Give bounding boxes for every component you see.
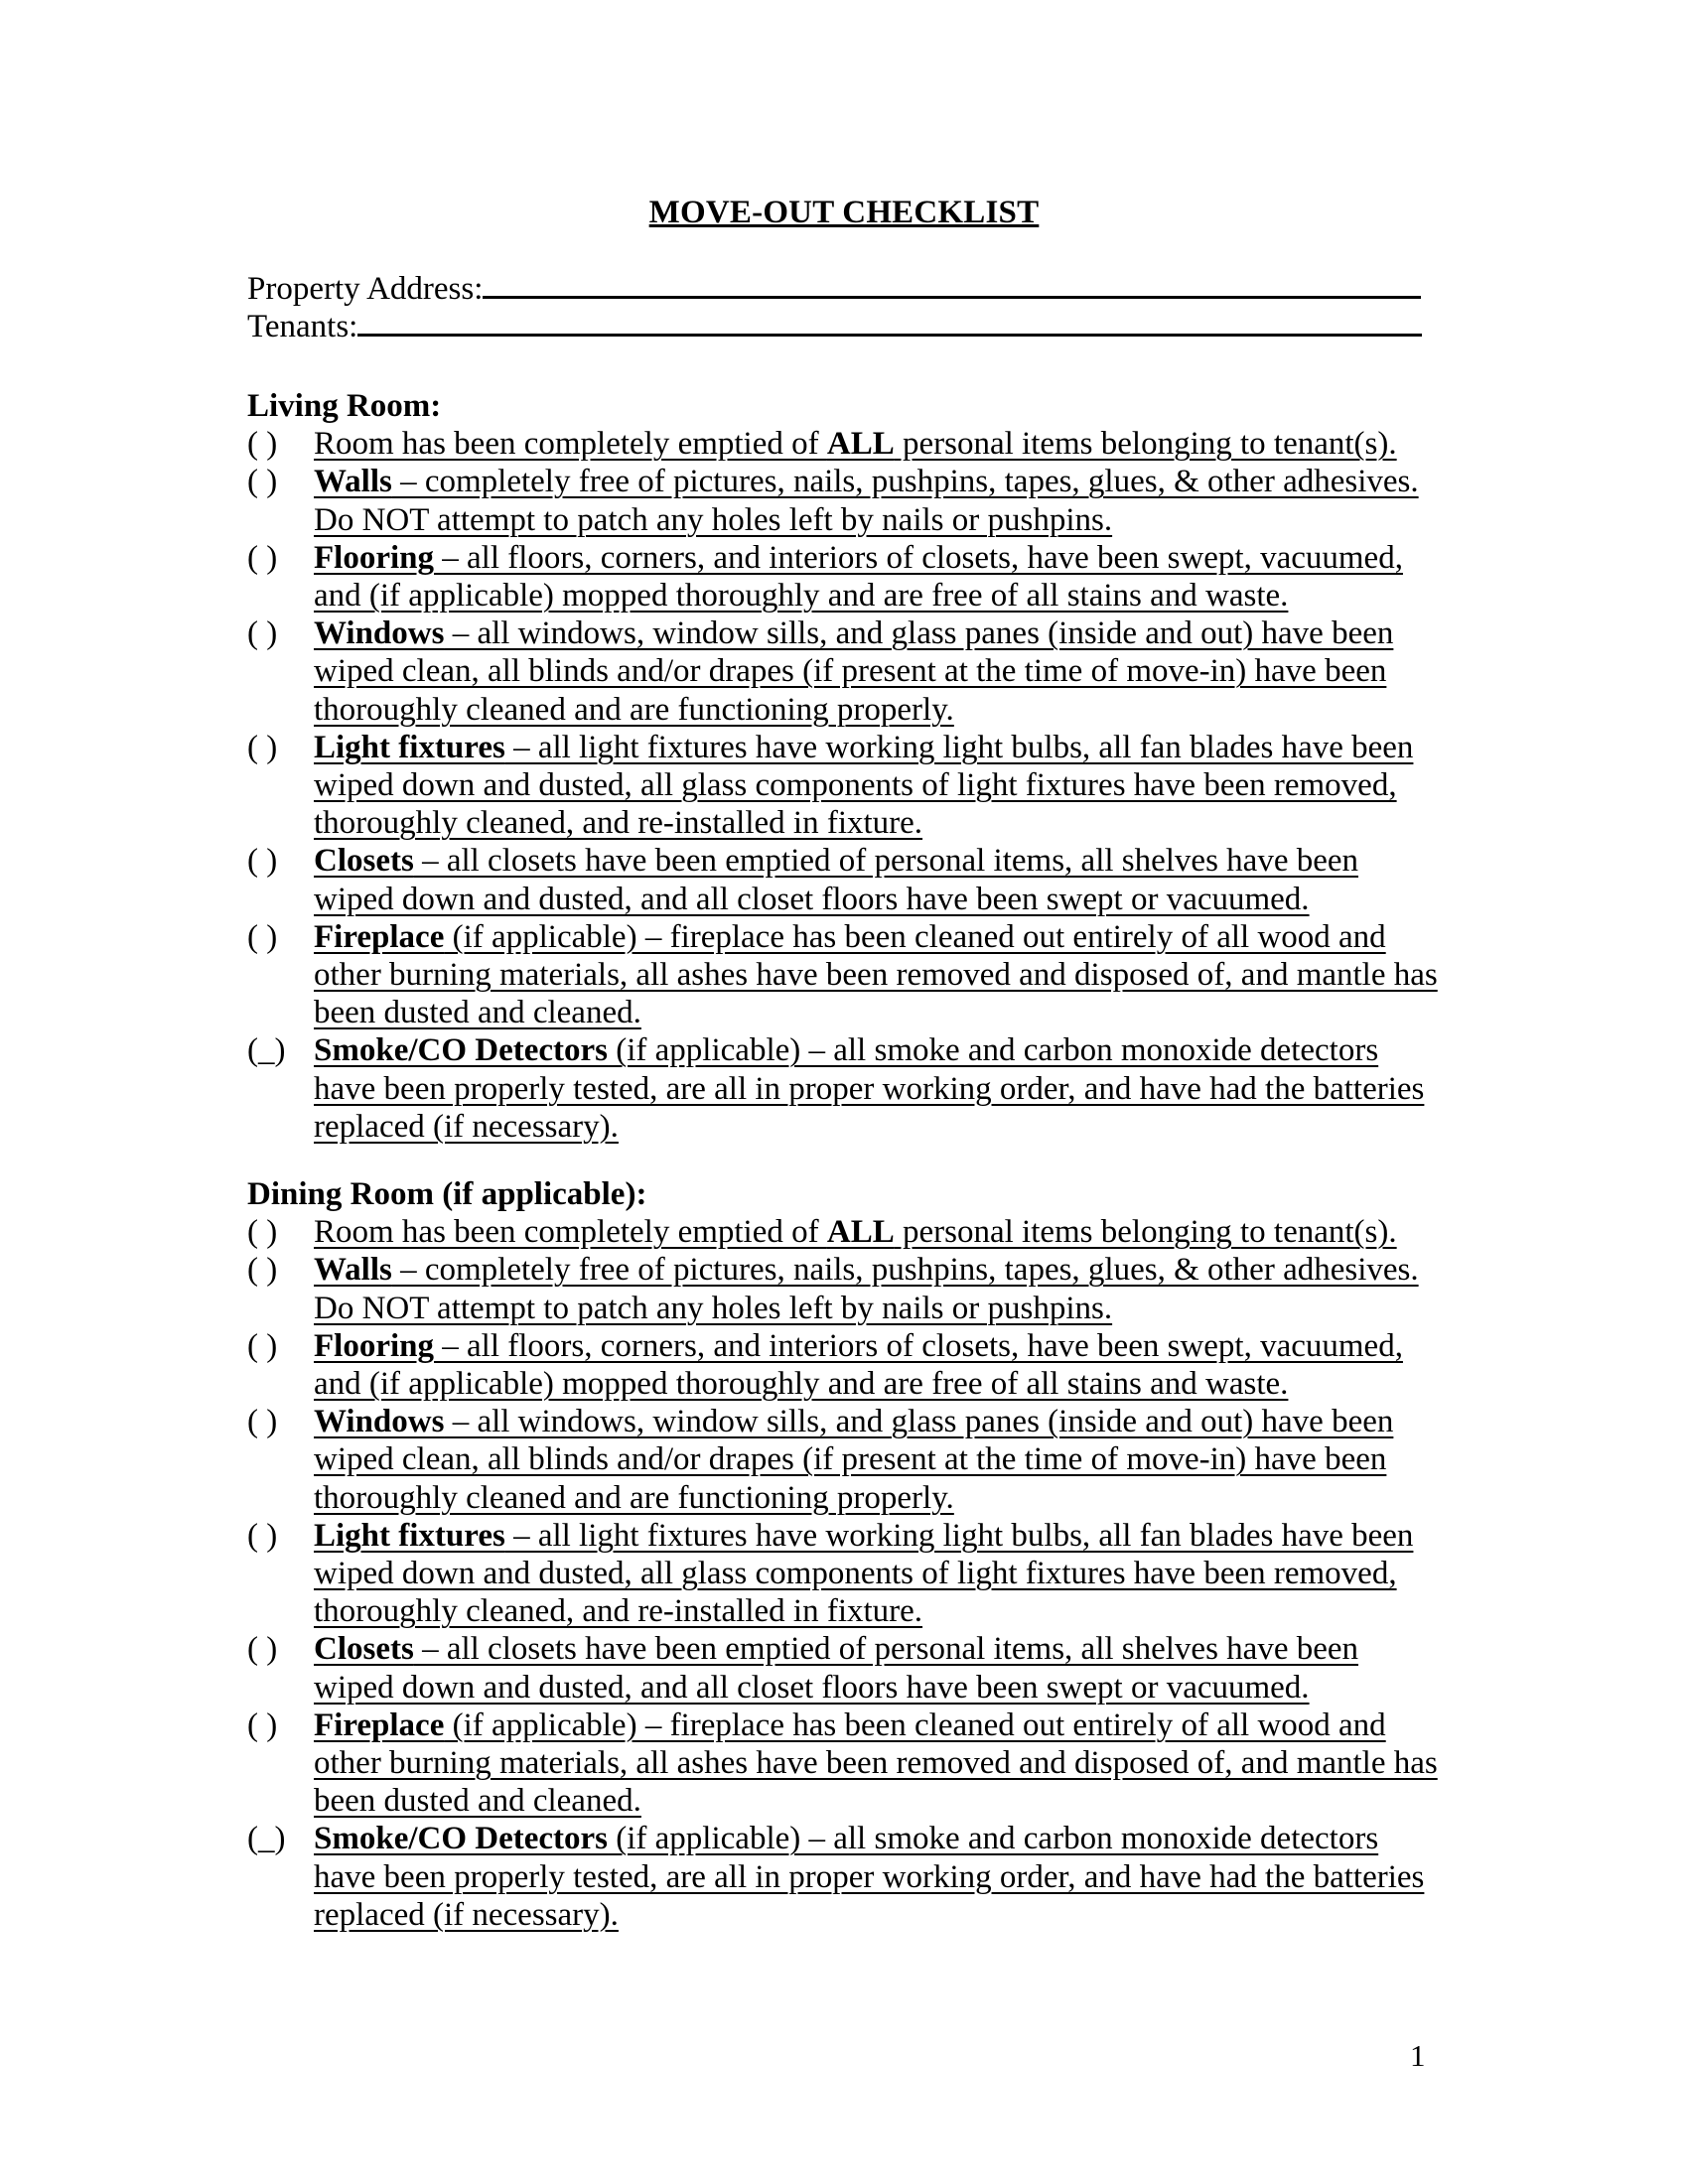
checklist-item-text: Room has been completely emptied of ALL personal items belonging to tenant(s). [314,1214,1397,1251]
page-number: 1 [1410,2038,1426,2073]
checklist-item [247,729,1439,843]
checkbox[interactable]: (_) [247,1821,286,1857]
item-label: Walls [314,1252,392,1289]
checklist [247,1213,1439,1934]
checkbox[interactable]: ( ) [247,1706,278,1743]
checklist-item [247,1820,1439,1934]
checklist-item-text: Light fixtures – all light fixtures have working light bulbs, all fan blades have been wiped down and dusted, all glass components of light fixtures have been removed, thoroughly cleaned, and re-installed in fixture. [314,1517,1414,1630]
checklist-item [247,918,1439,1032]
checklist-item [247,539,1439,614]
checklist-item [247,1327,1439,1403]
checklist-item-text: Walls – completely free of pictures, nails, pushpins, tapes, glues, & other adhesives. Do NOT attempt to patch any holes left by nails or pushpins. [314,464,1419,538]
checkbox[interactable]: ( ) [247,615,278,652]
checkbox[interactable]: ( ) [247,1404,278,1440]
checklist [247,425,1439,1146]
checklist-item-text: Closets – all closets have been emptied of personal items, all shelves have been wiped down and dusted, and all closet floors have been swept or vacuumed. [314,1631,1359,1706]
checklist-item [247,425,1439,463]
item-label: Flooring [314,1327,434,1364]
item-label: Light fixtures [314,729,505,765]
checkbox[interactable]: ( ) [247,1252,278,1289]
checkbox[interactable]: ( ) [247,1631,278,1668]
section-heading: Dining Room (if applicable): [247,1176,647,1212]
checkbox[interactable]: ( ) [247,426,278,463]
checkbox[interactable]: ( ) [247,729,278,765]
checklist-item-text: Flooring – all floors, corners, and interiors of closets, have been swept, vacuumed, and (if applicable) mopped thoroughly and are free of all stains and waste. [314,539,1403,614]
checklist-item [247,463,1439,538]
checklist-item-text: Closets – all closets have been emptied of personal items, all shelves have been wiped down and dusted, and all closet floors have been swept or vacuumed. [314,843,1359,917]
checklist-item-text: Windows – all windows, window sills, and glass panes (inside and out) have been wiped clean, all blinds and/or drapes (if present at the time of move-in) have been thoroughly cleaned and are functioning properly. [314,1404,1394,1516]
section-heading: Living Room: [247,388,442,424]
checklist-item-text: Fireplace (if applicable) – fireplace has been cleaned out entirely of all wood and other burning materials, all ashes have been removed and disposed of, and mantle has been dusted and cleaned. [314,918,1438,1031]
checkbox[interactable]: (_) [247,1032,286,1069]
checklist-item [247,614,1439,729]
checklist-item-text: Smoke/CO Detectors (if applicable) – all smoke and carbon monoxide detectors have been properly tested, are all in proper working order, and have had the batteries replaced (if necessary). [314,1032,1425,1145]
tenants-label: Tenants: [247,309,358,344]
item-label: Smoke/CO Detectors [314,1032,609,1069]
item-label: Light fixtures [314,1517,505,1554]
page-title: MOVE-OUT CHECKLIST [648,195,1040,230]
checklist-item-text: Smoke/CO Detectors (if applicable) – all smoke and carbon monoxide detectors have been properly tested, are all in proper working order, and have had the batteries replaced (if necessary). [314,1821,1425,1933]
item-label: Windows [314,615,445,652]
checklist-item [247,1517,1439,1631]
item-label: Flooring [314,539,434,576]
checklist-item-text: Fireplace (if applicable) – fireplace has been cleaned out entirely of all wood and other burning materials, all ashes have been removed and disposed of, and mantle has been dusted and cleaned. [314,1706,1438,1820]
checkbox[interactable]: ( ) [247,843,278,880]
checklist-item-text: Light fixtures – all light fixtures have working light bulbs, all fan blades have been wiped down and dusted, all glass components of light fixtures have been removed, thoroughly cleaned, and re-installed in fixture. [314,729,1414,842]
item-label: Fireplace [314,918,445,955]
checklist-item [247,1251,1439,1326]
item-label: Closets [314,843,414,880]
tenants-line[interactable] [357,308,1422,337]
checklist-item-text: Flooring – all floors, corners, and interiors of closets, have been swept, vacuumed, and (if applicable) mopped thoroughly and are free of all stains and waste. [314,1327,1403,1403]
item-label: Windows [314,1404,445,1440]
checklist-item [247,1630,1439,1706]
item-label: Fireplace [314,1706,445,1743]
checklist-item-text: Walls – completely free of pictures, nails, pushpins, tapes, glues, & other adhesives. Do NOT attempt to patch any holes left by nails or pushpins. [314,1252,1419,1326]
checklist-item-text: Room has been completely emptied of ALL personal items belonging to tenant(s). [314,426,1397,463]
emphasis: ALL [826,1214,895,1251]
checklist-item [247,842,1439,917]
checklist-item [247,1706,1439,1821]
checkbox[interactable]: ( ) [247,1517,278,1554]
property-address-line[interactable] [483,270,1421,299]
item-label: Smoke/CO Detectors [314,1821,609,1857]
checkbox[interactable]: ( ) [247,918,278,955]
item-label: Walls [314,464,392,500]
tenants-field[interactable] [247,308,1422,345]
checkbox[interactable]: ( ) [247,1327,278,1364]
item-label: Closets [314,1631,414,1668]
checklist-item [247,1031,1439,1146]
checklist-item [247,1403,1439,1517]
property-address-label: Property Address: [247,271,484,307]
checkbox[interactable]: ( ) [247,464,278,500]
section-living-room [247,387,1439,1146]
checklist-item-text: Windows – all windows, window sills, and glass panes (inside and out) have been wiped clean, all blinds and/or drapes (if present at the time of move-in) have been thoroughly cleaned and are functioning properly. [314,615,1394,728]
section-dining-room [247,1175,1439,1934]
property-address-field[interactable] [247,270,1421,308]
checkbox[interactable]: ( ) [247,539,278,576]
emphasis: ALL [826,426,895,463]
checkbox[interactable]: ( ) [247,1214,278,1251]
checklist-item [247,1213,1439,1251]
